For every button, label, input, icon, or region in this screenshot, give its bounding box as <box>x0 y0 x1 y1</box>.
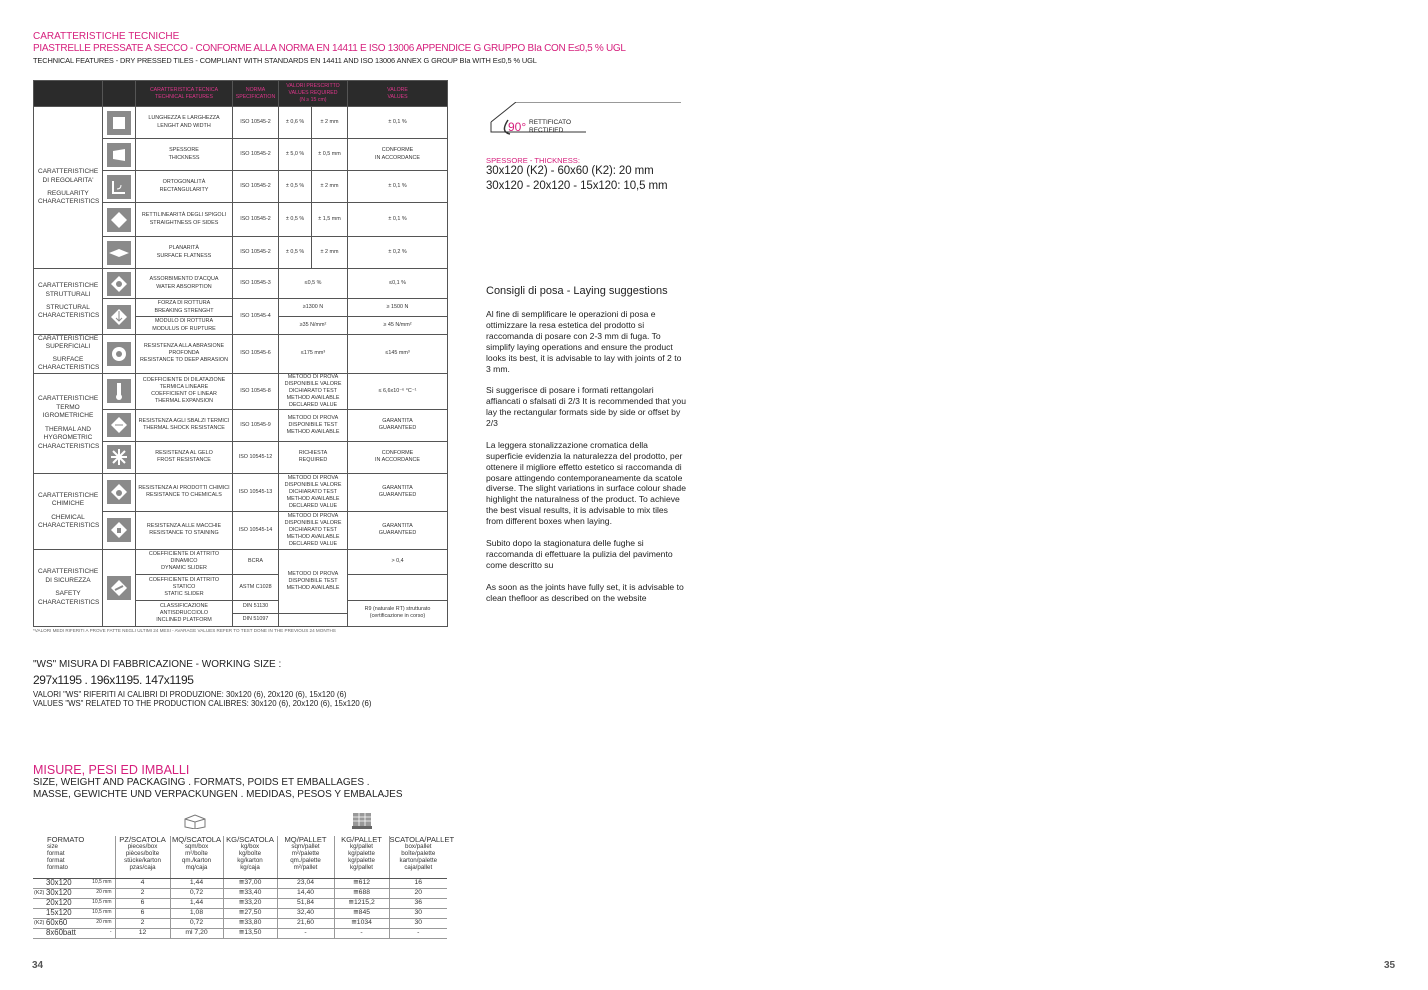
frost-icon <box>107 445 131 469</box>
k2-flag: (K2) <box>33 918 46 928</box>
table-row: CARATTERISTICHE CHIMICHE CHEMICAL CHARACTERISTICS RESISTENZA AI PRODOTTI CHIMICI RESISTANCE TO CHEMICALS ISO 10545-13 METODO DI PROVA DISPONIBILE VALORE DICHIARATO TEST METHOD AVAILABLE DECLARED VALUE GARANTITA GUARANTEED <box>34 473 448 511</box>
length-width-icon <box>107 111 131 135</box>
table-cell: 23,04 <box>277 878 334 888</box>
header-feature: CARATTERISTICA TECNICA TECHNICAL FEATURES <box>136 81 233 107</box>
table-row <box>33 888 447 898</box>
table-row: CARATTERISTICHE TERMO IGROMETRICHE THERMAL AND HYGROMETRIC CHARACTERISTICS COEFFICIENTE DI DILATAZIONE TERMICA LINEARE COEFFICIENT OF LINEAR THERMAL EXPANSION ISO 10545-8 METODO DI PROVA DISPONIBILE VALORE DICHIARATO TEST METHOD AVAILABLE DECLARED VALUE ≤ 6,6x10⁻⁶ °C⁻¹ <box>34 373 448 409</box>
flatness-icon <box>107 241 131 265</box>
table-row <box>33 928 447 938</box>
mq-pallet-header: MQ/PALLET sqm/pallet m²/palette qm./palette m²/pallet <box>277 836 334 878</box>
table-row <box>33 918 447 928</box>
table-cell: 2 <box>115 918 170 928</box>
table-cell: 1,44 <box>170 878 223 888</box>
slip-resistance-icon <box>107 576 131 600</box>
table-cell: ≅27,50 <box>223 908 277 918</box>
rectified-degrees: 90° <box>508 120 527 134</box>
rectified-label: RETTIFICATO RECTIFIED <box>529 119 572 134</box>
table-header-row <box>34 81 448 107</box>
thermal-expansion-icon <box>107 379 131 403</box>
working-size-note-en: VALUES "WS" RELATED TO THE PRODUCTION CALIBRES: 30x120 (6), 20x120 (6), 15x120 (6) <box>33 699 372 708</box>
table-cell: 30 <box>389 918 447 928</box>
straightness-icon <box>107 208 131 232</box>
page-number-right: 35 <box>1384 960 1396 971</box>
table-cell: - <box>389 928 447 938</box>
table-cell: - <box>334 928 389 938</box>
laying-text <box>486 309 686 614</box>
table-row: CARATTERISTICHE DI SICUREZZA SAFETY CHARACTERISTICS COEFFICIENTE DI ATTRITO DINAMICO DYNAMIC SLIDER BCRA METODO DI PROVA DISPONIBILE TEST METHOD AVAILABLE > 0,4 <box>34 549 448 574</box>
page-number-left: 34 <box>32 960 44 971</box>
laying-paragraph: Subito dopo la stagionatura delle fughe si raccomanda di effettuare la pulizia del pavimento come descritto su <box>486 537 673 570</box>
table-cell: ≅33,40 <box>223 888 277 898</box>
format-thickness: 10,5 mm <box>86 878 115 888</box>
table-cell: ≅33,20 <box>223 898 277 908</box>
kg-box-header: KG/SCATOLA kg/box kg/boîte kg/karton kg/caja <box>223 836 277 878</box>
format-thickness: 20 mm <box>86 888 115 898</box>
table-cell: 1,08 <box>170 908 223 918</box>
format-size: 30x120 <box>46 888 86 898</box>
breaking-strength-icon <box>107 305 131 329</box>
k2-flag <box>33 898 46 908</box>
table-cell: 0,72 <box>170 918 223 928</box>
laying-paragraph: As soon as the joints have fully set, it is advisable to clean thefloor as described on the website <box>486 581 684 603</box>
table-cell: 2 <box>115 888 170 898</box>
abrasion-icon <box>107 342 131 366</box>
table-row <box>33 898 447 908</box>
rectangularity-icon <box>107 175 131 199</box>
table-cell: 30 <box>389 908 447 918</box>
chemicals-icon <box>107 480 131 504</box>
laying-paragraph: Al fine di semplificare le operazioni di posa e ottimizzare la resa estetica del prodotto si raccomanda di posare con 2-3 mm di fuga. To simplify laying operations and ensure the product looks its best, it is advisable to lay with joints of 2 to 3 mm. <box>486 309 682 374</box>
table-cell: ≅1215,2 <box>334 898 389 908</box>
thermal-shock-icon <box>107 413 131 437</box>
table-cell: 51,84 <box>277 898 334 908</box>
table-cell: 20 <box>389 888 447 898</box>
section-subtitle-en: TECHNICAL FEATURES - DRY PRESSED TILES - COMPLIANT WITH STANDARDS EN 14411 AND ISO 13006 ANNEX G GROUP BIa WITH E≤0,5 % UGL <box>33 56 537 65</box>
rectified-diagram <box>486 102 681 150</box>
table-row: RESISTENZA ALLE MACCHIE RESISTANCE TO STAINING ISO 10545-14 METODO DI PROVA DISPONIBILE VALORE DICHIARATO TEST METHOD AVAILABLE DECLARED VALUE GARANTITA GUARANTEED <box>34 511 448 549</box>
footnote: *VALORI MEDI RIFERITI A PROVE FATTE NEGLI ULTIMI 24 MESI - AVARAGE VALUES REFER TO TEST DONE IN THE PREVIOUS 24 MONTHS <box>33 628 336 633</box>
table-cell: 6 <box>115 898 170 908</box>
table-row: RETTILINEARITÀ DEGLI SPIGOLI STRAIGHTNESS OF SIDES ISO 10545-2 ± 0,5 % ± 1,5 mm ± 0,1 % <box>34 203 448 237</box>
table-row: CARATTERISTICHE DI REGOLARITA' REGULARITY CHARACTERISTICS LUNGHEZZA E LARGHEZZA LENGHT AND WIDTH ISO 10545-2 ± 0,6 % ± 2 mm ± 0,1 % <box>34 107 448 139</box>
group-regularity: CARATTERISTICHE DI REGOLARITA' REGULARITY CHARACTERISTICS <box>34 107 103 269</box>
table-row: COEFFICIENTE DI ATTRITO STATICO STATIC SLIDER ASTM C1028 <box>34 574 448 600</box>
header-norm: NORMA SPECIFICATION <box>233 81 279 107</box>
format-size: 20x120 <box>46 898 86 908</box>
table-row: ORTOGONALITÀ RECTANGULARITY ISO 10545-2 ± 0,5 % ± 2 mm ± 0,1 % <box>34 171 448 203</box>
table-cell: ≅13,50 <box>223 928 277 938</box>
header-values: VALORE VALUES <box>348 81 448 107</box>
thickness-label: SPESSORE - THICKNESS: <box>486 156 580 165</box>
table-cell: 12 <box>115 928 170 938</box>
table-cell: 6 <box>115 908 170 918</box>
table-cell: ≅845 <box>334 908 389 918</box>
table-row: SPESSORE THICKNESS ISO 10545-2 ± 5,0 % ± 0,5 mm CONFORME IN ACCORDANCE <box>34 139 448 171</box>
table-cell: 14,40 <box>277 888 334 898</box>
table-cell: 32,40 <box>277 908 334 918</box>
thickness-line-2: 30x120 - 20x120 - 15x120: 10,5 mm <box>486 180 668 192</box>
table-cell: ≅33,80 <box>223 918 277 928</box>
header-required: VALORI PRESCRITTO VALUES REQUIRED (N ≥ 15 cm) <box>279 81 348 107</box>
staining-icon <box>107 518 131 542</box>
format-header: FORMATO size format format formato <box>33 836 115 878</box>
group-chemical: CARATTERISTICHE CHIMICHE CHEMICAL CHARACTERISTICS <box>34 473 103 549</box>
group-surface: CARATTERISTICHE SUPERFICIALI SURFACE CHARACTERISTICS <box>34 335 103 374</box>
table-cell: ≅1034 <box>334 918 389 928</box>
format-size: 30x120 <box>46 878 86 888</box>
section-title: CARATTERISTICHE TECNICHE <box>33 31 180 42</box>
table-row: DIN 51097 <box>34 613 448 626</box>
format-size: 60x60 <box>46 918 86 928</box>
water-absorption-icon <box>107 272 131 296</box>
format-size: 8x60batt <box>46 928 86 938</box>
packaging-subtitle-2: MASSE, GEWICHTE UND VERPACKUNGEN . MEDIDAS, PESOS Y EMBALAJES <box>33 789 403 800</box>
table-cell: ≅37,00 <box>223 878 277 888</box>
thickness-icon <box>107 143 131 167</box>
box-pallet-header: SCATOLA/PALLET box/pallet boîte/palette karton/palette caja/pallet <box>389 836 447 878</box>
packaging-subtitle-1: SIZE, WEIGHT AND PACKAGING . FORMATS, POIDS ET EMBALLAGES . <box>33 777 370 788</box>
table-row: RESISTENZA AL GELO FROST RESISTANCE ISO 10545-12 RICHIESTA REQUIRED CONFORME IN ACCORDANCE <box>34 441 448 473</box>
k2-flag <box>33 928 46 938</box>
pallet-icon <box>350 811 374 836</box>
table-row: CARATTERISTICHE SUPERFICIALI SURFACE CHARACTERISTICS RESISTENZA ALLA ABRASIONE PROFONDA RESISTANCE TO DEEP ABRASION ISO 10545-6 ≤175 mm³ ≤145 mm³ <box>34 335 448 374</box>
table-cell: 4 <box>115 878 170 888</box>
table-cell: 16 <box>389 878 447 888</box>
kg-pallet-header: KG/PALLET kg/pallet kg/palette kg/palette kg/pallet <box>334 836 389 878</box>
table-cell: 1,44 <box>170 898 223 908</box>
k2-flag <box>33 878 46 888</box>
format-thickness: 20 mm <box>86 918 115 928</box>
table-row <box>33 878 447 888</box>
table-row: CARATTERISTICHE STRUTTURALI STRUCTURAL CHARACTERISTICS ASSORBIMENTO D'ACQUA WATER ABSORPTION ISO 10545-3 ≤0,5 % ≤0,1 % <box>34 269 448 299</box>
thickness-line-1: 30x120 (K2) - 60x60 (K2): 20 mm <box>486 165 654 177</box>
format-thickness: 10,5 mm <box>86 898 115 908</box>
technical-features-table <box>33 80 448 627</box>
mq-box-header: MQ/SCATOLA sqm/box m²/boîte qm./karton mq/caja <box>170 836 223 878</box>
table-cell: 0,72 <box>170 888 223 898</box>
table-row: FORZA DI ROTTURA BREAKING STRENGHT ISO 10545-4 ≥1300 N ≥ 1500 N <box>34 299 448 317</box>
packaging-table <box>33 835 455 939</box>
box-icon <box>183 813 207 834</box>
working-size-title: "WS" MISURA DI FABBRICAZIONE - WORKING SIZE : <box>33 659 282 670</box>
table-cell: 21,60 <box>277 918 334 928</box>
table-cell: ≅688 <box>334 888 389 898</box>
pz-box-header: PZ/SCATOLA pieces/box pièces/boîte stücke/karton pzas/caja <box>115 836 170 878</box>
laying-paragraph: Si suggerisce di posare i formati rettangolari affiancati o sfalsati di 2/3 It is recommended that you lay the rectangular formats side by side or offset by 2/3 <box>486 385 686 429</box>
format-thickness: - <box>86 928 115 938</box>
format-size: 15x120 <box>46 908 86 918</box>
packaging-header-row <box>33 836 447 878</box>
working-size-values: 297x1195 . 196x1195. 147x1195 <box>33 673 194 687</box>
group-structural: CARATTERISTICHE STRUTTURALI STRUCTURAL CHARACTERISTICS <box>34 269 103 335</box>
packaging-title: MISURE, PESI ED IMBALLI <box>33 763 190 777</box>
table-row: CLASSIFICAZIONE ANTISDRUCCIOLO INCLINED PLATFORM DIN 51130 R9 (naturale RT) strutturato (certificazione in corso) <box>34 600 448 613</box>
k2-flag <box>33 908 46 918</box>
group-safety: CARATTERISTICHE DI SICUREZZA SAFETY CHARACTERISTICS <box>34 549 103 626</box>
format-thickness: 10,5 mm <box>86 908 115 918</box>
table-row <box>33 908 447 918</box>
laying-title: Consigli di posa - Laying suggestions <box>486 285 668 297</box>
table-cell: ≅612 <box>334 878 389 888</box>
table-row: RESISTENZA AGLI SBALZI TERMICI THERMAL SHOCK RESISTANCE ISO 10545-9 METODO DI PROVA DISPONIBILE TEST METHOD AVAILABLE GARANTITA GUARANTEED <box>34 409 448 441</box>
table-cell: ml 7,20 <box>170 928 223 938</box>
working-size-note-it: VALORI "WS" RIFERITI AI CALIBRI DI PRODUZIONE: 30x120 (6), 20x120 (6), 15x120 (6) <box>33 690 347 699</box>
group-thermal: CARATTERISTICHE TERMO IGROMETRICHE THERMAL AND HYGROMETRIC CHARACTERISTICS <box>34 373 103 473</box>
table-cell: - <box>277 928 334 938</box>
section-subtitle: PIASTRELLE PRESSATE A SECCO - CONFORME ALLA NORMA EN 14411 E ISO 13006 APPENDICE G GRUPPO BIa CON E≤0,5 % UGL <box>33 43 626 54</box>
table-row: MODULO DI ROTTURA MODULUS OF RUPTURE ≥35 N/mm² ≥ 45 N/mm² <box>34 317 448 335</box>
table-row: PLANARITÀ SURFACE FLATNESS ISO 10545-2 ± 0,5 % ± 2 mm ± 0,2 % <box>34 237 448 269</box>
table-cell: 36 <box>389 898 447 908</box>
laying-paragraph: La leggera stonalizzazione cromatica della superficie evidenzia la naturalezza del prodotto, per ottenere il migliore effetto estetico si raccomanda di posare attingendo contemporaneamente da scatole diverse. The slight variations in surface colour shade highlight the naturalness of the product. To achieve the best visual results, it is advisable to mix tiles from different boxes when laying. <box>486 439 686 527</box>
k2-flag: (K2) <box>33 888 46 898</box>
